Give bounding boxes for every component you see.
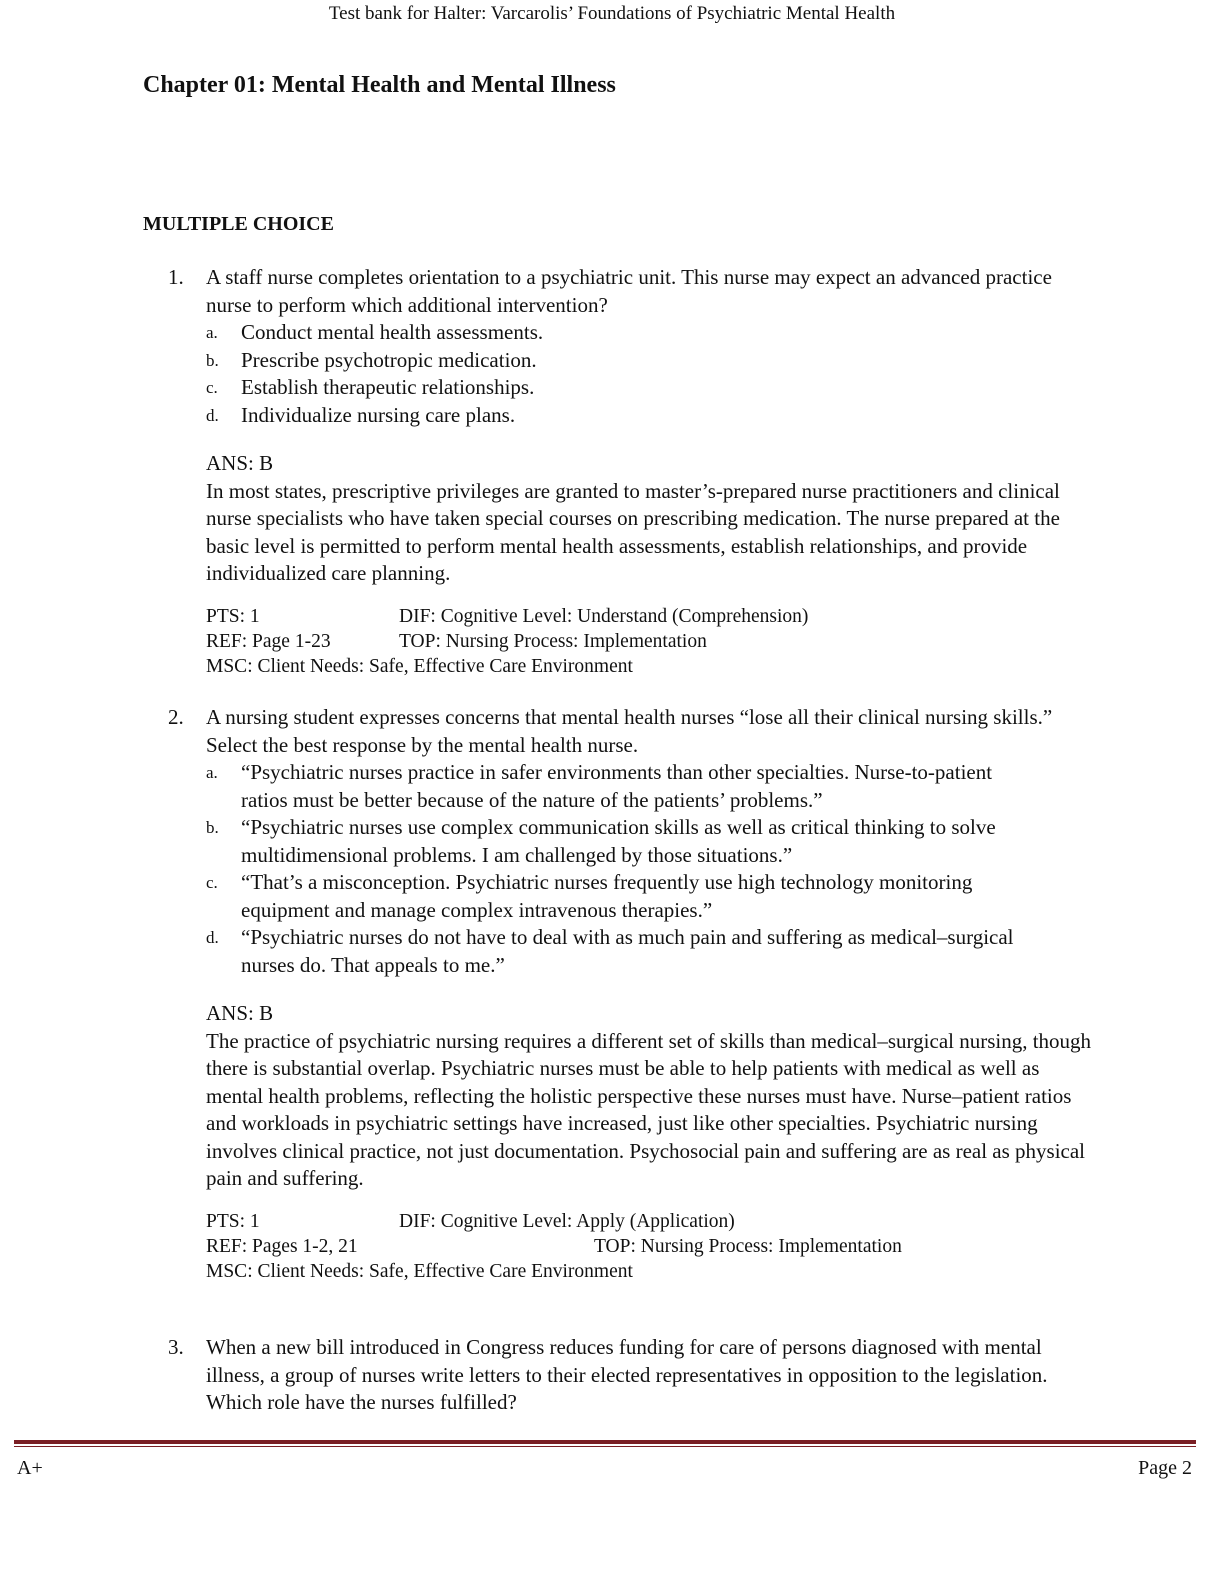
option-letter: b. (206, 350, 219, 370)
option-d (206, 402, 1098, 430)
option-text: “Psychiatric nurses do not have to deal with as much pain and suffering as medical–surgical nurses do. That appeals to me.” (241, 925, 1014, 977)
running-header: Test bank for Halter: Varcarolis’ Foundations of Psychiatric Mental Health (328, 3, 896, 24)
answer-key: ANS: B (206, 451, 274, 475)
option-d (206, 924, 1016, 979)
section-title: MULTIPLE CHOICE (143, 213, 334, 235)
question-number: 2. (168, 705, 184, 729)
topic-label: TOP: Nursing Process: Implementation (594, 1235, 902, 1257)
option-letter: d. (206, 928, 219, 947)
option-text: “Psychiatric nurses use complex communication skills as well as critical thinking to solve multidimensional problems. I am challenged by those situations.” (241, 815, 996, 867)
option-a (206, 319, 1098, 347)
difficulty-label: DIF: Cognitive Level: Understand (Comprehension) (399, 605, 809, 627)
option-text: Establish therapeutic relationships. (241, 375, 535, 399)
option-text: Prescribe psychotropic medication. (241, 347, 537, 372)
page-number: Page 2 (1138, 1457, 1192, 1479)
points-label: PTS: 1 (206, 1210, 260, 1232)
option-b (206, 347, 1098, 375)
option-b (206, 814, 1016, 869)
option-letter: b. (206, 818, 219, 837)
question-stem: A staff nurse completes orientation to a psychiatric unit. This nurse may expect an advanced practice nurse to perform which additional intervention? (206, 265, 1052, 317)
question-stem: A nursing student expresses concerns that mental health nurses “lose all their clinical nursing skills.” Select the best response by the mental health nurse. (206, 705, 1053, 757)
rationale-text: The practice of psychiatric nursing requires a different set of skills than medical–surgical nursing, though there is substantial overlap. Psychiatric nurses must be able to help patients with medical as well as mental health problems, reflecting the holistic perspective these nurses must have. Nurse–patient ratios and workloads in psychiatric settings have increased, just like other specialties. Psychiatric nursing involves clinical practice, not just documentation. Psychosocial pain and suffering are as real as physical pain and suffering. (206, 1028, 1092, 1190)
question-2 (168, 704, 1098, 1284)
option-letter: c. (206, 378, 218, 397)
rationale-text: In most states, prescriptive privileges are granted to master’s-prepared nurse practitioners and clinical nurse specialists who have taken special courses on prescribing medication. The nurse prepared at the basic level is permitted to perform mental health assessments, establish relationships, and provide individualized care planning. (206, 478, 1060, 585)
chapter-title: Chapter 01: Mental Health and Mental Illness (143, 72, 616, 98)
difficulty-label: DIF: Cognitive Level: Apply (Application) (399, 1210, 735, 1232)
option-c (206, 374, 1098, 402)
option-text: Individualize nursing care plans. (241, 402, 516, 427)
question-number: 3. (168, 1335, 184, 1359)
option-list (206, 319, 1098, 429)
option-letter: a. (206, 763, 218, 782)
question-metadata (206, 604, 1098, 679)
option-text: Conduct mental health assessments. (241, 320, 544, 344)
client-needs-label: MSC: Client Needs: Safe, Effective Care Environment (206, 1260, 633, 1282)
answer-key: ANS: B (206, 1001, 274, 1025)
option-text: “That’s a misconception. Psychiatric nurses frequently use high technology monitoring equipment and manage complex intravenous therapies.” (241, 870, 973, 922)
client-needs-label: MSC: Client Needs: Safe, Effective Care Environment (206, 655, 633, 677)
topic-label: TOP: Nursing Process: Implementation (399, 630, 707, 652)
points-label: PTS: 1 (206, 605, 260, 627)
option-letter: d. (206, 405, 219, 425)
option-letter: c. (206, 873, 218, 892)
question-metadata (206, 1209, 1098, 1284)
reference-label: REF: Page 1-23 (206, 630, 331, 652)
option-letter: a. (206, 323, 218, 342)
question-number: 1. (168, 265, 184, 289)
option-text: “Psychiatric nurses practice in safer environments than other specialties. Nurse-to-patient ratios must be better because of the nature of the patients’ problems.” (241, 760, 993, 812)
footer-divider (14, 1440, 1196, 1449)
question-3 (168, 1334, 1098, 1417)
option-list (206, 759, 1016, 979)
reference-label: REF: Pages 1-2, 21 (206, 1235, 358, 1257)
question-1 (168, 264, 1098, 679)
option-c (206, 869, 1016, 924)
question-stem: When a new bill introduced in Congress reduces funding for care of persons diagnosed with mental illness, a group of nurses write letters to their elected representatives in opposition to the legislation. Which role have the nurses fulfilled? (206, 1335, 1048, 1414)
footer-left-text: A+ (17, 1457, 43, 1479)
option-a (206, 759, 1016, 814)
